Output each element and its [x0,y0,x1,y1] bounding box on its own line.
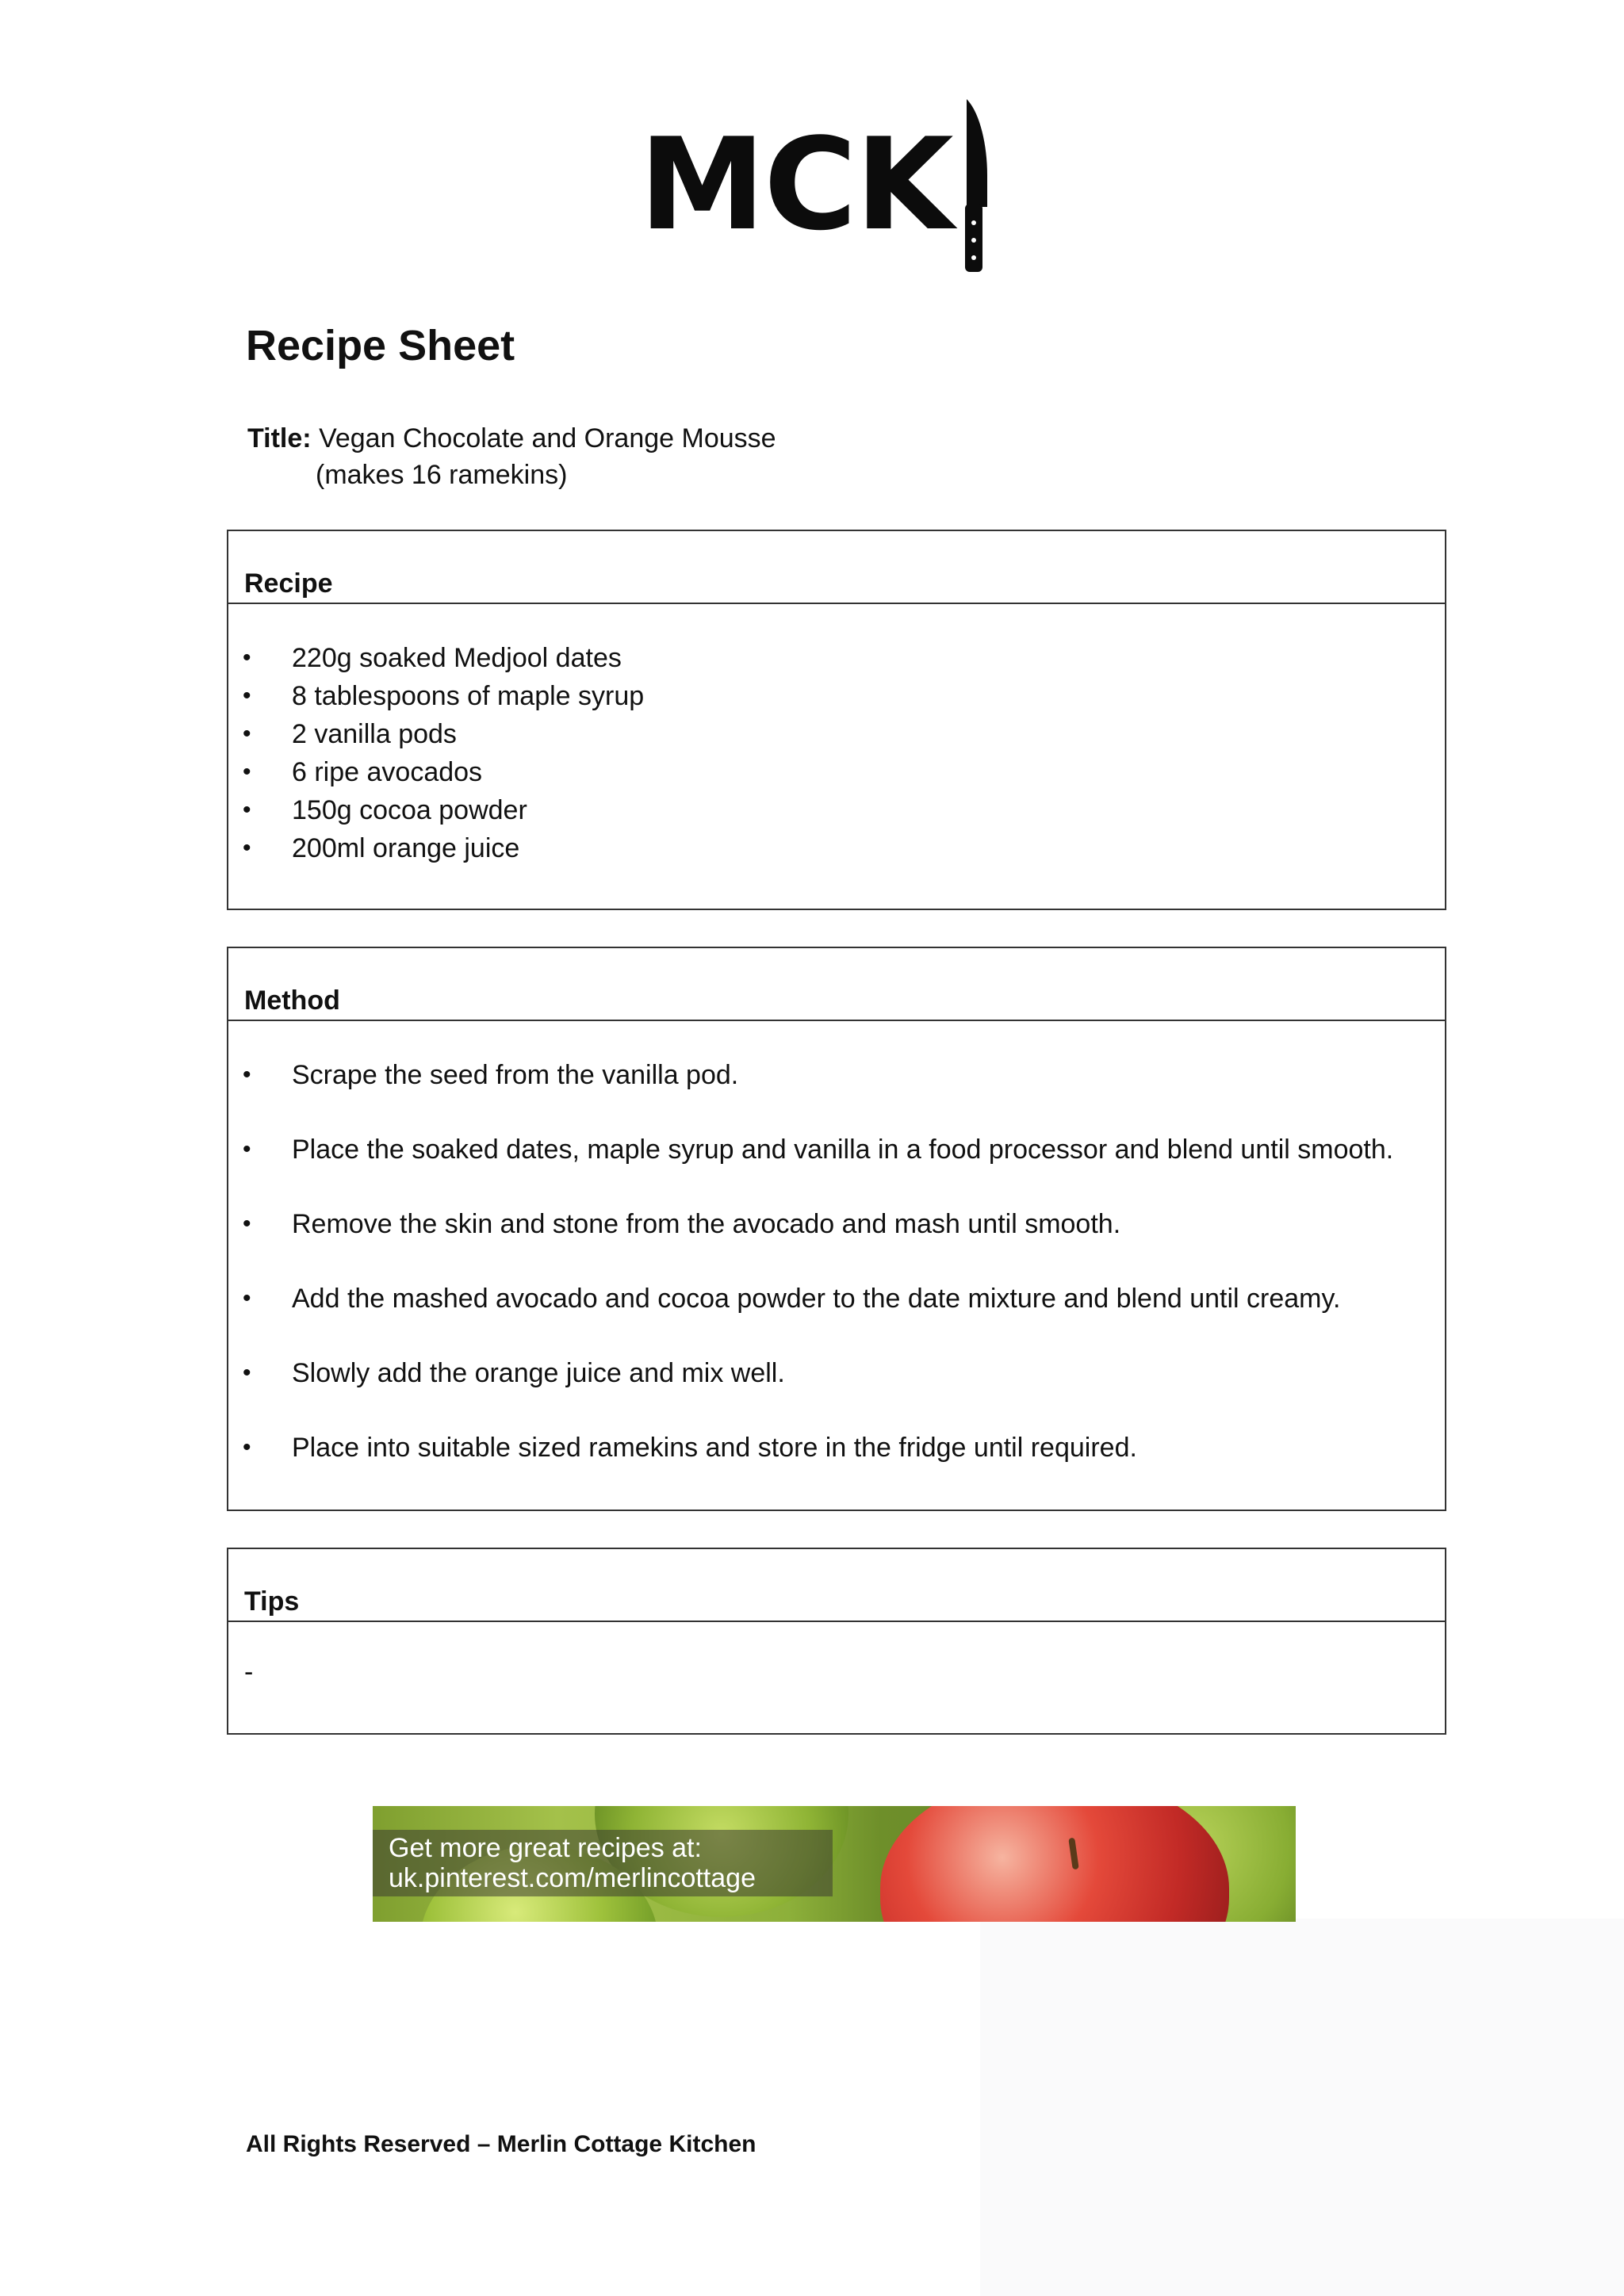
list-item [228,1205,1445,1243]
knife-icon [956,96,998,274]
tips-text: - [244,1657,254,1687]
list-item [228,829,1445,867]
bullet-icon: • [243,835,251,861]
pinterest-banner[interactable] [373,1806,1296,1922]
bullet-icon: • [243,1136,251,1162]
bullet-icon: • [243,1434,251,1460]
method-step-text: Scrape the seed from the vanilla pod. [292,1060,739,1090]
footer-copyright: All Rights Reserved – Merlin Cottage Kitchen [246,2131,756,2157]
bullet-icon: • [243,683,251,709]
method-step-text: Add the mashed avocado and cocoa powder to the date mixture and blend until creamy. [292,1284,1341,1314]
banner-link[interactable]: uk.pinterest.com/merlincottage [389,1863,756,1893]
red-apple-image [880,1806,1229,1922]
ingredient-text: 8 tablespoons of maple syrup [292,681,645,711]
method-step-text: Slowly add the orange juice and mix well. [292,1358,785,1388]
ingredient-text: 6 ripe avocados [292,757,483,787]
banner-line-1: Get more great recipes at: [389,1833,702,1863]
list-item [228,1354,1445,1392]
recipe-heading: Recipe [244,568,333,599]
list-item [228,639,1445,677]
ingredient-text: 2 vanilla pods [292,719,457,749]
method-step-text: Place into suitable sized ramekins and store in the fridge until required. [292,1433,1137,1463]
method-box-header [228,948,1445,1021]
ingredient-text: 200ml orange juice [292,833,520,863]
list-item [228,1056,1445,1094]
list-item [228,1280,1445,1318]
list-item [228,1131,1445,1169]
banner-text [373,1830,833,1896]
title-label: Title: [247,423,312,453]
bullet-icon: • [243,645,251,671]
ingredient-text: 150g cocoa powder [292,795,527,825]
ingredient-list [228,604,1445,867]
list-item [228,715,1445,753]
page-title: Recipe Sheet [246,322,515,369]
bullet-icon: • [243,797,251,823]
recipe-box [227,530,1446,910]
bullet-icon: • [243,1211,251,1237]
recipe-box-header [228,531,1445,604]
tips-heading: Tips [244,1586,300,1617]
method-heading: Method [244,985,340,1016]
method-list [228,1021,1445,1467]
mck-logo [639,94,998,276]
recipe-title-block [247,420,776,493]
bullet-icon: • [243,759,251,785]
list-item [228,677,1445,715]
logo-text: MCK [639,110,952,258]
method-step-text: Place the soaked dates, maple syrup and vanilla in a food processor and blend until smooth. [292,1135,1394,1165]
recipe-title: Vegan Chocolate and Orange Mousse [319,423,776,453]
bullet-icon: • [243,1360,251,1386]
tips-box-header [228,1549,1445,1622]
list-item [228,791,1445,829]
tips-box [227,1548,1446,1735]
list-item [228,1429,1445,1467]
bullet-icon: • [243,1285,251,1311]
ingredient-text: 220g soaked Medjool dates [292,643,622,673]
bullet-icon: • [243,1062,251,1088]
recipe-yield: (makes 16 ramekins) [316,460,568,490]
bullet-icon: • [243,721,251,747]
page-shade [980,1919,1624,2296]
list-item [228,753,1445,791]
method-step-text: Remove the skin and stone from the avocado and mash until smooth. [292,1209,1121,1239]
method-box [227,947,1446,1511]
